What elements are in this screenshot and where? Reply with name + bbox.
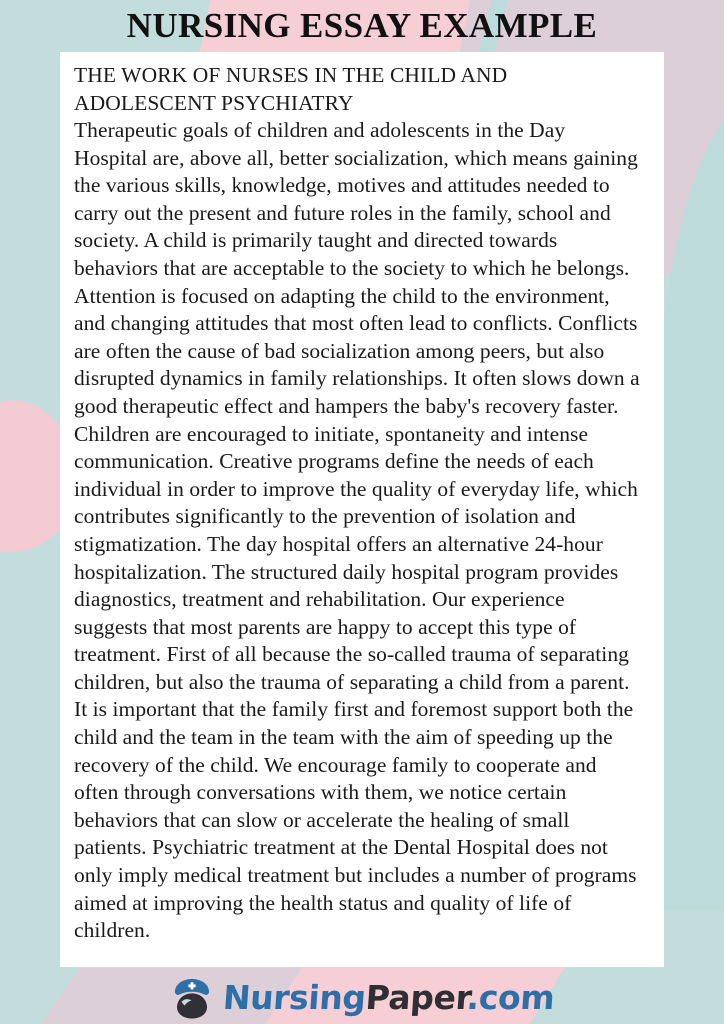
page-title: NURSING ESSAY EXAMPLE (126, 6, 598, 45)
essay-body-text: Therapeutic goals of children and adolescents in the Day Hospital are, above all, better socialization, which means gaining the various skills, knowledge, motives and attitudes needed to carry out the present and future roles in the family, school and society. A child is primarily taught and directed towards behaviors that are acceptable to the society to which he belongs. Attention is focused on adapting the child to the environment, and changing attitudes that most often lead to conflicts. Conflicts are often the cause of bad socialization among peers, but also disrupted dynamics in family relationships. It often slows down a good therapeutic effect and hampers the baby's recovery faster. Children are encouraged to initiate, spontaneity and intense communication. Creative programs define the needs of each individual in order to improve the quality of everyday life, which contributes significantly to the prevention of isolation and stigmatization. The day hospital offers an alternative 24-hour hospitalization. The structured daily hospital program provides diagnostics, treatment and rehabilitation. Our experience suggests that most parents are happy to accept this type of treatment. First of all because the so-called trauma of separating children, but also the trauma of separating a child from a parent. It is important that the family first and foremost support both the child and the team in the team with the aim of speeding up the recovery of the child. We encourage family to cooperate and often through conversations with them, we notice certain behaviors that can slow or accelerate the healing of small patients. Psychiatric treatment at the Dental Hospital does not only imply medical treatment but includes a number of programs aimed at improving the health status and quality of life of children. (74, 118, 640, 943)
brand-com: .com (465, 978, 556, 1017)
essay-heading: THE WORK OF NURSES IN THE CHILD AND ADOLESCENT PSYCHIATRY (74, 63, 508, 115)
brand-paper: Paper (364, 978, 469, 1017)
brand-nursing: Nursing (221, 978, 367, 1017)
essay-card (60, 52, 664, 967)
brand-wordmark (221, 978, 555, 1018)
footer-brand[interactable] (0, 972, 724, 1024)
nurse-avatar-icon (170, 976, 214, 1020)
